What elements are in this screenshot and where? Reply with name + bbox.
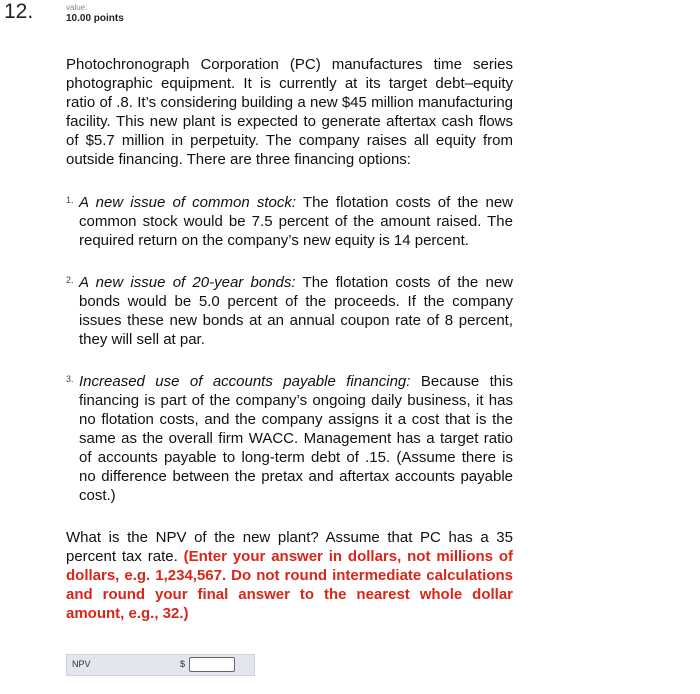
- problem-body: [66, 55, 513, 638]
- npv-label: NPV: [72, 659, 91, 669]
- npv-input[interactable]: [189, 657, 235, 672]
- value-label: value:: [66, 3, 88, 12]
- problem-intro: Photochronograph Corporation (PC) manufactures time series photographic equipment. It is currently at its target debt–equity ratio of .8. It’s considering building a new $45 million manufacturing facility. This new plant is expected to generate aftertax cash flows of $5.7 million in perpetuity. The company raises all equity from outside financing. There are three financing options:: [66, 56, 513, 168]
- financing-option-3: [66, 372, 513, 505]
- question-number: 12.: [4, 0, 34, 23]
- dollar-sign: $: [180, 659, 186, 669]
- question-text: What is the NPV of the new plant? Assume that PC has a 35 percent tax rate.: [66, 529, 513, 565]
- option-number: 3.: [66, 374, 74, 384]
- points-label: 10.00 points: [66, 13, 124, 24]
- financing-option-2: [66, 273, 513, 349]
- answer-instruction: (Enter your answer in dollars, not millions of dollars, e.g. 1,234,567. Do not round intermediate calculations and round your final answer to the nearest whole dollar amount, e.g., 32.): [66, 548, 514, 622]
- option-text: Because this financing is part of the company’s ongoing daily business, it has no flotation costs, and the company assigns it a cost that is the same as the overall firm WACC. Management has a target ratio of accounts payable to long-term debt of .15. (Assume there is no difference between the pretax and aftertax accounts payable cost.): [79, 373, 513, 504]
- option-title: A new issue of common stock:: [79, 194, 297, 211]
- option-text: The flotation costs of the new common stock would be 7.5 percent of the amount raised. The required return on the company’s new equity is 14 percent.: [79, 194, 513, 249]
- option-title: A new issue of 20-year bonds:: [79, 274, 296, 291]
- financing-option-1: [66, 193, 513, 250]
- option-text: The flotation costs of the new bonds would be 5.0 percent of the proceeds. If the company issues these new bonds at an annual coupon rate of 8 percent, they will sell at par.: [79, 274, 513, 348]
- option-number: 2.: [66, 275, 74, 285]
- question-prompt: [66, 528, 513, 623]
- npv-answer-row: [66, 654, 255, 676]
- option-number: 1.: [66, 195, 74, 205]
- option-title: Increased use of accounts payable financing:: [79, 373, 411, 390]
